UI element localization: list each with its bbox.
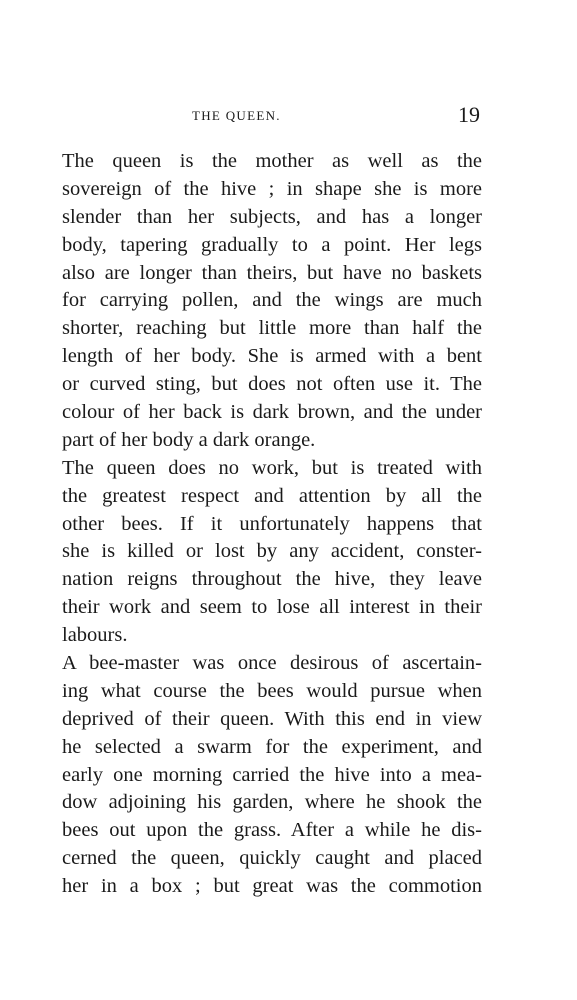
page-number: 19 [458,102,480,127]
body-text [62,148,482,901]
text-line: also are longer than theirs, but have no baskets [62,261,482,284]
text-line: their work and seem to lose all interest in their [62,596,482,619]
text-line: early one morning carried the hive into a mea- [62,763,482,786]
text-line: colour of her back is dark brown, and the under [62,401,482,424]
text-line: slender than her subjects, and has a longer [62,205,482,228]
text-line: other bees. If it unfortunately happens that [62,512,482,535]
text-line: body, tapering gradually to a point. Her legs [62,233,482,256]
text-line: The queen is the mother as well as the [62,150,482,172]
text-line: she is killed or lost by any accident, conster- [62,540,482,563]
text-line: cerned the queen, quickly caught and placed [62,847,482,870]
text-line: deprived of their queen. With this end in view [62,707,482,730]
text-line: ing what course the bees would pursue when [62,679,482,702]
text-line: A bee-master was once desirous of ascertain- [62,652,482,675]
text-line: her in a box ; but great was the commotion [62,875,482,898]
text-line: he selected a swarm for the experiment, and [62,735,482,758]
text-line: length of her body. She is armed with a bent [62,345,482,368]
text-line: The queen does no work, but is treated with [62,456,482,479]
text-line: sovereign of the hive ; in shape she is more [62,177,482,200]
page-header [0,102,577,130]
text-line: bees out upon the grass. After a while he dis- [62,819,482,842]
running-head: THE QUEEN. [192,108,281,123]
text-line: dow adjoining his garden, where he shook the [62,791,482,814]
text-line: labours. [62,624,128,647]
text-line: the greatest respect and attention by all the [62,484,482,507]
text-line: for carrying pollen, and the wings are much [62,289,482,312]
text-line: shorter, reaching but little more than half the [62,317,482,340]
text-line: part of her body a dark orange. [62,428,316,451]
text-line: or curved sting, but does not often use it. The [62,373,482,396]
text-line: nation reigns throughout the hive, they leave [62,568,482,591]
